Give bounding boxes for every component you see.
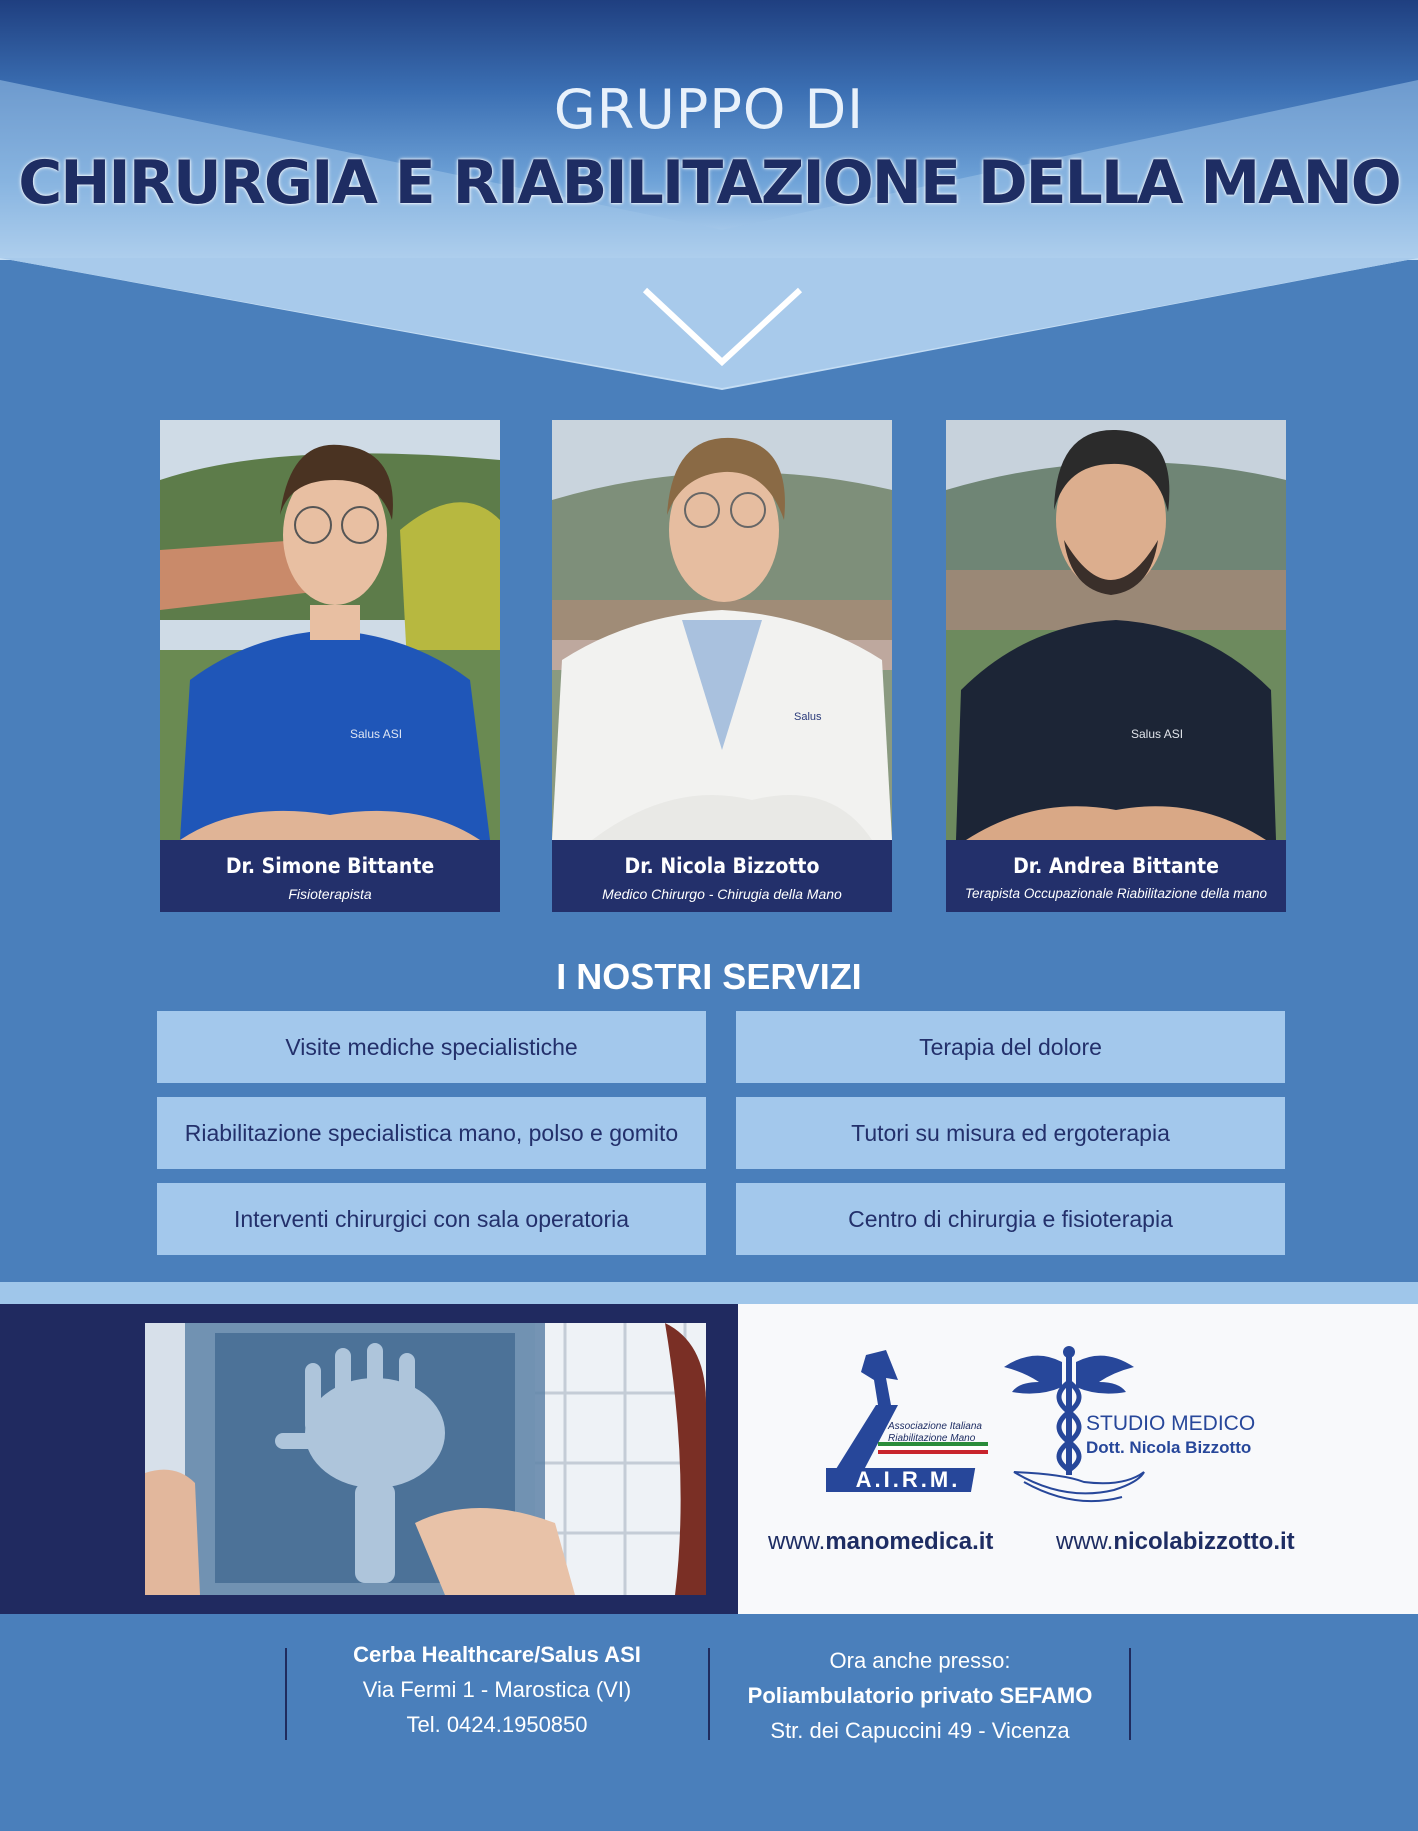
doctor-caption (160, 840, 500, 912)
services-title: I NOSTRI SERVIZI (556, 956, 862, 997)
airm-name: A.I.R.M. (855, 1467, 961, 1492)
location-1-name: Cerba Healthcare/Salus ASI (353, 1642, 641, 1667)
svg-text:Salus: Salus (794, 711, 822, 723)
studio-line-2: Dott. Nicola Bizzotto (1086, 1438, 1252, 1457)
service-item: Visite mediche specialistiche (157, 1011, 706, 1083)
url-domain: manomedica.it (825, 1528, 994, 1555)
service-item: Tutori su misura ed ergoterapia (736, 1097, 1285, 1169)
website-link-nicolabizzotto[interactable] (1056, 1528, 1295, 1556)
doctor-caption (552, 840, 892, 912)
url-domain: nicolabizzotto.it (1113, 1528, 1295, 1555)
doctor-caption (946, 840, 1286, 912)
website-link-manomedica[interactable] (768, 1528, 993, 1556)
doctor-photo (552, 420, 892, 840)
service-item: Centro di chirurgia e fisioterapia (736, 1183, 1285, 1255)
studio-line-1: STUDIO MEDICO (1086, 1412, 1256, 1435)
xray-photo (145, 1323, 706, 1595)
svg-text:Salus ASI: Salus ASI (1131, 727, 1184, 741)
doctor-name: Dr. Simone Bittante (225, 854, 435, 878)
service-item: Terapia del dolore (736, 1011, 1285, 1083)
location-2-address: Str. dei Capuccini 49 - Vicenza (770, 1718, 1070, 1743)
svg-text:Salus ASI: Salus ASI (350, 727, 403, 741)
divider-strip (0, 1282, 1418, 1304)
airm-line-2: Riabilitazione Mano (888, 1433, 976, 1444)
title-line-2: CHIRURGIA E RIABILITAZIONE DELLA MANO (18, 148, 1400, 218)
url-prefix: www. (768, 1528, 826, 1555)
doctor-photo (946, 420, 1286, 840)
doctor-card-simone (160, 420, 500, 912)
doctor-photo (160, 420, 500, 840)
location-1-address: Via Fermi 1 - Marostica (VI) (362, 1677, 632, 1702)
doctor-role: Terapista Occupazionale Riabilitazione della mano (965, 886, 1267, 901)
doctor-card-nicola (552, 420, 892, 912)
doctor-name: Dr. Nicola Bizzotto (624, 854, 820, 878)
airm-subtitle (888, 1421, 998, 1445)
service-item: Riabilitazione specialistica mano, polso e gomito (157, 1097, 706, 1169)
doctor-role: Medico Chirurgo - Chirugia della Mano (602, 886, 842, 902)
title-line-1: GRUPPO DI (553, 78, 865, 141)
service-item: Interventi chirurgici con sala operatoria (157, 1183, 706, 1255)
url-prefix: www. (1056, 1528, 1114, 1555)
doctor-name: Dr. Andrea Bittante (1013, 854, 1219, 878)
doctor-role: Fisioterapista (288, 886, 372, 902)
location-2-name: Poliambulatorio privato SEFAMO (747, 1683, 1093, 1708)
location-2-intro: Ora anche presso: (829, 1648, 1011, 1673)
location-1-phone: Tel. 0424.1950850 (406, 1712, 588, 1737)
doctor-card-andrea (946, 420, 1286, 912)
airm-line-1: Associazione Italiana (888, 1421, 982, 1432)
